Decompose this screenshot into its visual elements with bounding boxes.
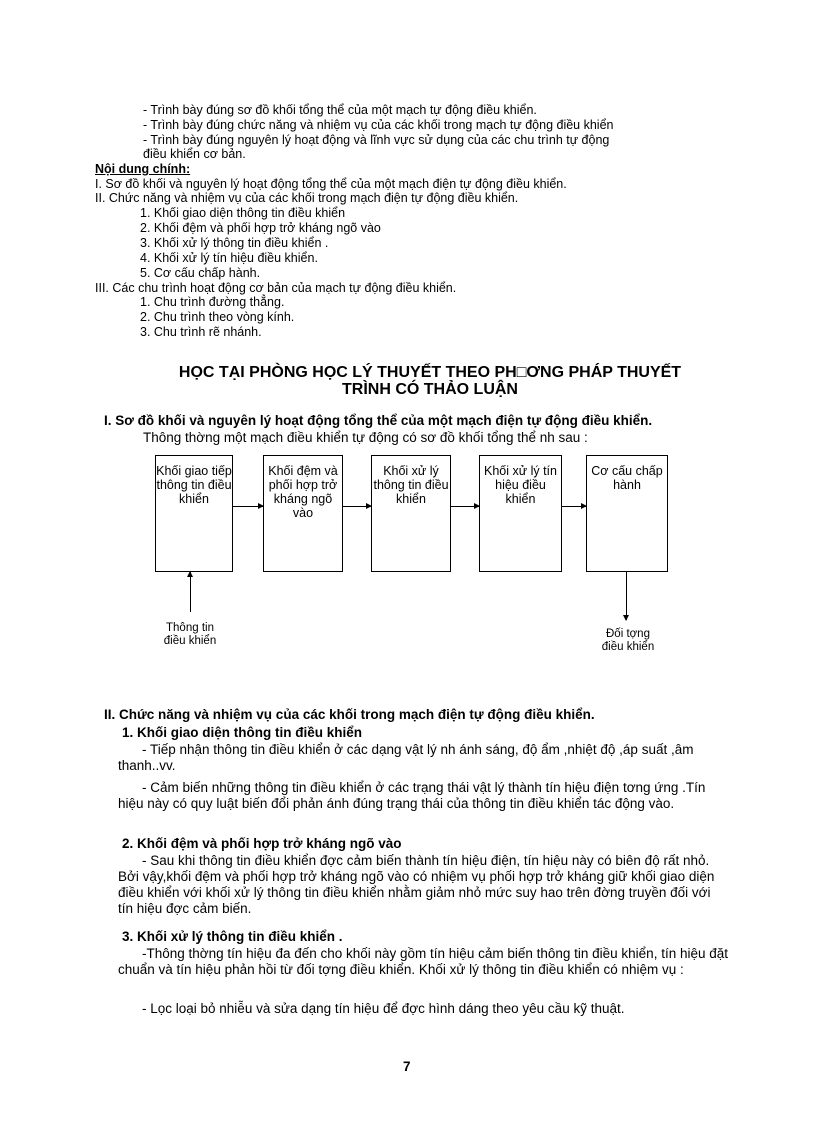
- main-title-line-1: HỌC TẠI PHÒNG HỌC LÝ THUYẾT THEO PH□ƠNG PHÁP THUYẾT: [178, 364, 682, 381]
- block-signal-processor: Khối xử lý tín hiệu điều khiển: [479, 455, 562, 572]
- block-interface: Khối giao tiếp thông tin điều khiển: [155, 455, 233, 572]
- objective-1: - Trình bày đúng sơ đồ khối tổng thể của một mạch tự động điều khiển.: [143, 103, 537, 117]
- arrow-right-icon: [343, 506, 371, 507]
- outline-item-2-sub: 4. Khối xử lý tín hiệu điều khiển.: [140, 251, 318, 265]
- output-label: Đối tợng điều khiển: [601, 628, 655, 653]
- section-2-3-para-2: - Lọc loại bỏ nhiễu và sửa dạng tín hiệu để đợc hình dáng theo yêu cầu kỹ thuật.: [142, 1001, 625, 1016]
- section-2-heading: II. Chức năng và nhiệm vụ của các khối trong mạch điện tự động điều khiển.: [104, 707, 595, 722]
- outline-item-3-sub: 3. Chu trình rẽ nhánh.: [140, 325, 262, 339]
- block-info-processor: Khối xử lý thông tin điều khiển: [371, 455, 451, 572]
- outline-item-3-sub: 2. Chu trình theo vòng kính.: [140, 310, 295, 324]
- outline-item-1: I. Sơ đồ khối và nguyên lý hoạt động tổng thể của một mạch điện tự động điều khiển.: [95, 177, 567, 191]
- page-number: 7: [403, 1059, 411, 1074]
- outline-item-2: II. Chức năng và nhiệm vụ của các khối trong mạch điện tự động điều khiển.: [95, 191, 519, 205]
- arrow-down-icon: [626, 572, 627, 620]
- section-2-1-heading: 1. Khối giao diện thông tin điều khiển: [122, 725, 362, 740]
- section-2-1-para-1: - Tiếp nhận thông tin điều khiển ở các dạng vật lý nh ánh sáng, độ ẩm ,nhiệt độ ,áp suất ,âm thanh..vv.: [118, 742, 694, 773]
- block-buffer: Khối đệm và phối hợp trở kháng ngõ vào: [263, 455, 343, 572]
- outline-item-2-sub: 5. Cơ cấu chấp hành.: [140, 266, 261, 280]
- input-label: Thông tin điều khiển: [163, 622, 217, 647]
- section-1-intro: Thông thờng một mạch điều khiển tự động có sơ đồ khối tổng thể nh sau :: [143, 430, 588, 445]
- arrow-right-icon: [233, 506, 263, 507]
- section-2-3-para-1: -Thông thờng tín hiệu đa đến cho khối này gồm tín hiệu cảm biến thông tin điều khiển, tín hiệu đặt chuẩn và tín hiệu phản hồi từ đối tợng điều khiển. Khối xử lý thông tin điều khiển có nhiệm vụ :: [118, 946, 728, 977]
- outline-item-2-sub: 3. Khối xử lý thông tin điều khiển .: [140, 236, 329, 250]
- outline-item-2-sub: 1. Khối giao diện thông tin điều khiển: [140, 206, 346, 220]
- outline-heading: Nội dung chính:: [95, 162, 191, 176]
- outline-item-3: III. Các chu trình hoạt động cơ bản của mạch tự động điều khiển.: [95, 281, 457, 295]
- outline-item-2-sub: 2. Khối đệm và phối hợp trở kháng ngõ vào: [140, 221, 381, 235]
- section-2-2-para-1: - Sau khi thông tin điều khiển đợc cảm biến thành tín hiệu điện, tín hiệu này có biên độ rất nhỏ. Bởi vậy,khối đệm và phối hợp trở kháng ngõ vào có nhiệm vụ phối hợp trở kháng giữ khối giao diện điều khiển với khối xử lý thông tin điều khiển nhằm giảm nhỏ mức suy hao trên đờng truyền đối với tín hiệu đợc cảm biến.: [118, 853, 715, 916]
- main-title-line-2: TRÌNH CÓ THẢO LUẬN: [342, 381, 518, 398]
- objective-3: - Trình bày đúng nguyên lý hoạt động và lĩnh vực sử dụng của các chu trình tự động: [143, 133, 610, 147]
- arrow-up-icon: [190, 572, 191, 612]
- arrow-right-icon: [562, 506, 586, 507]
- arrow-right-icon: [451, 506, 479, 507]
- block-actuator: Cơ cấu chấp hành: [586, 455, 668, 572]
- section-2-3-heading: 3. Khối xử lý thông tin điều khiển .: [122, 929, 343, 944]
- objective-2: - Trình bày đúng chức năng và nhiệm vụ của các khối trong mạch tự động điều khiển: [143, 118, 614, 132]
- section-2-1-para-2: - Cảm biến những thông tin điều khiển ở các trạng thái vật lý thành tín hiệu điện tơng ứng .Tín hiệu này có quy luật biến đổi phản ánh đúng trạng thái của thông tin điều khiển tác động vào.: [118, 780, 706, 811]
- outline-item-3-sub: 1. Chu trình đường thẳng.: [140, 295, 285, 309]
- section-2-2-heading: 2. Khối đệm và phối hợp trở kháng ngõ vào: [122, 836, 402, 851]
- section-1-heading: I. Sơ đồ khối và nguyên lý hoạt động tổng thể của một mạch điện tự động điều khiển.: [104, 413, 653, 428]
- objective-3-cont: điều khiển cơ bản.: [143, 147, 246, 161]
